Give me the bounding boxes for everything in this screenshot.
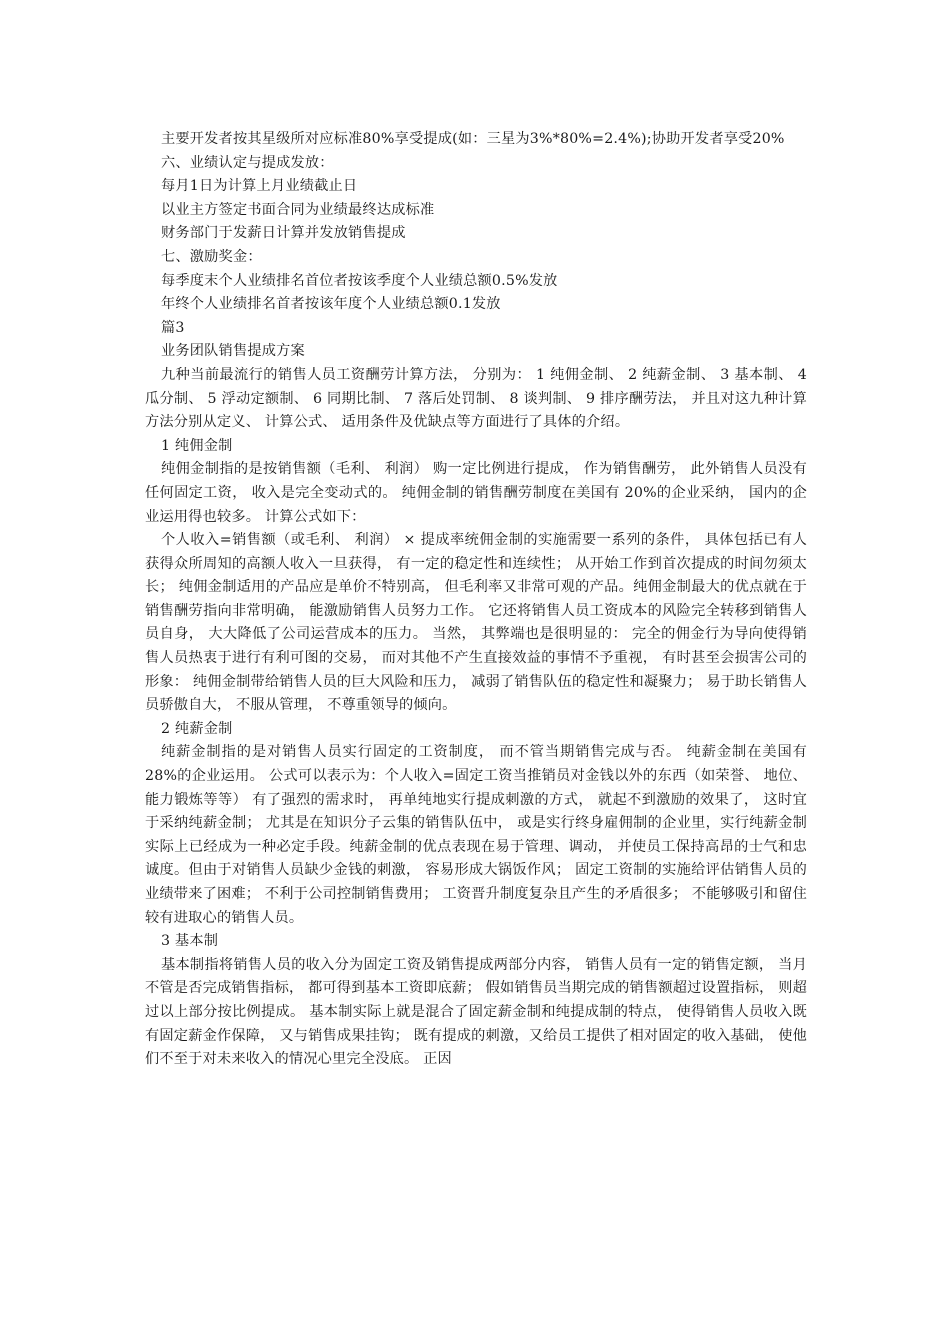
section-line: 财务部门于发薪日计算并发放销售提成	[161, 225, 406, 242]
body-paragraph: 主要开发者按其星级所对应标准80%享受提成(如：三星为3%*80%=2.4%);协助开发者享受20%	[161, 131, 785, 147]
section-line: 六、业绩认定与提成发放：	[161, 154, 334, 171]
section-line: 每月1日为计算上月业绩截止日	[161, 178, 358, 195]
section-line: 年终个人业绩排名首者按该年度个人业绩总额0.1发放	[161, 296, 501, 313]
section-line: 每季度末个人业绩排名首位者按该季度个人业绩总额0.5%发放	[161, 272, 558, 289]
body-paragraph: 纯薪金制指的是对销售人员实行固定的工资制度， 而不管当期销售完成与否。 纯薪金制在美国有 28%的企业运用。 公式可以表示为：个人收入=固定工资当推销员对金钱以外的东西（如荣誉、 地位、 能力锻炼等等） 有了强烈的需求时， 再单纯地实行提成刺激的方式， 就起不到激励的效果了， 这时宜于采纳纯薪金制； 尤其是在知识分子云集的销售队伍中， 或是实行终身雇佣制的企业里，实行纯薪金制实际上已经成为一种必定手段。纯薪金制的优点表现在易于管理、调动， 并使员工保持高昂的士气和忠诚度。但由于对销售人员缺少金钱的刺激， 容易形成大锅饭作风； 固定工资制的实施给评估销售人员的业绩带来了困难； 不利于公司控制销售费用； 工资晋升制度复杂且产生的矛盾很多； 不能够吸引和留住较有进取心的销售人员。	[145, 744, 807, 926]
section-line: 业务团队销售提成方案	[161, 343, 305, 360]
body-paragraph: 基本制指将销售人员的收入分为固定工资及销售提成两部分内容， 销售人员有一定的销售定额， 当月不管是否完成销售指标， 都可得到基本工资即底薪； 假如销售员当期完成的销售额超过设置指标， 则超过以上部分按比例提成。 基本制实际上就是混合了固定薪金制和纯提成制的特点， 使得销售人员收入既有固定薪金作保障， 又与销售成果挂钩； 既有提成的刺激，又给员工提供了相对固定的收入基础， 使他们不至于对未来收入的情况心里完全没底。 正因	[145, 956, 807, 1068]
section-line: 七、激励奖金：	[161, 248, 262, 265]
body-paragraph: 个人收入=销售额（或毛利、 利润） × 提成率统佣金制的实施需要一系列的条件， 具体包括已有人获得众所周知的高额人收入一旦获得， 有一定的稳定性和连续性； 从开始工作到首次提成的时间勿须太长； 纯佣金制适用的产品应是单价不特别高， 但毛利率又非常可观的产品。纯佣金制最大的优点就在于销售酬劳指向非常明确， 能激励销售人员努力工作。 它还将销售人员工资成本的风险完全转移到销售人员自身， 大大降低了公司运营成本的压力。 当然， 其弊端也是很明显的： 完全的佣金行为导向使得销售人员热衷于进行有利可图的交易， 而对其他不产生直接效益的事情不予重视， 有时甚至会损害公司的形象： 纯佣金制带给销售人员的巨大风险和压力， 减弱了销售队伍的稳定性和凝聚力； 易于助长销售人员骄傲自大， 不服从管理， 不尊重领导的倾向。	[145, 532, 807, 714]
body-paragraph: 九种当前最流行的销售人员工资酬劳计算方法， 分别为： 1 纯佣金制、 2 纯薪金制、 3 基本制、 4 瓜分制、 5 浮动定额制、 6 同期比制、 7 落后处罚制、 8 谈判制、 9 排序酬劳法， 并且对这九种计算方法分别从定义、 计算公式、 适用条件及优缺点等方面进行了具体的介绍。	[145, 366, 807, 431]
section-line: 3 基本制	[161, 933, 219, 950]
section-line: 篇3	[161, 319, 185, 336]
section-line: 1 纯佣金制	[161, 437, 233, 454]
section-line: 2 纯薪金制	[161, 720, 233, 737]
section-line: 以业主方签定书面合同为业绩最终达成标准	[161, 201, 435, 218]
body-paragraph: 纯佣金制指的是按销售额（毛利、 利润） 购一定比例进行提成， 作为销售酬劳， 此外销售人员没有任何固定工资， 收入是完全变动式的。 纯佣金制的销售酬劳制度在美国有 20%的企业采纳， 国内的企业运用得也较多。 计算公式如下：	[145, 461, 807, 525]
document-body	[145, 128, 807, 1072]
